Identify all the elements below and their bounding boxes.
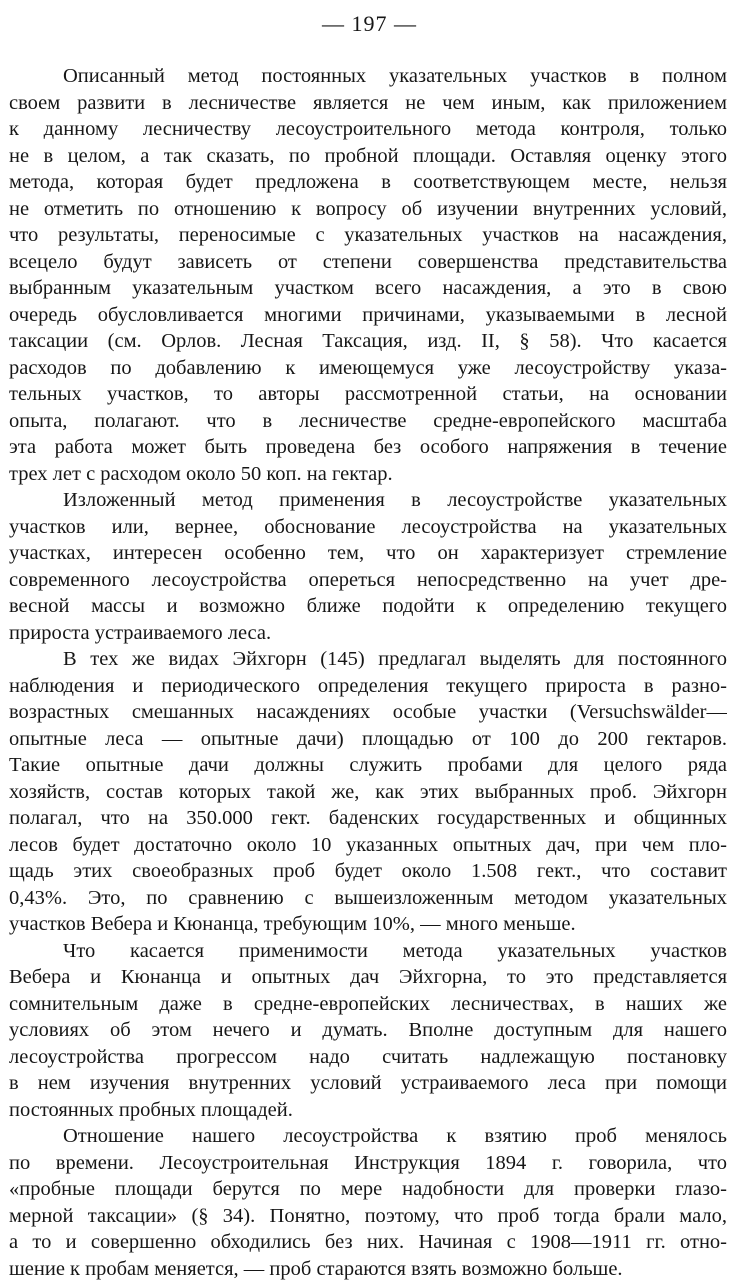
text-line: прироста устраиваемого леса. — [9, 620, 727, 647]
text-line: условиях об этом нечего и думать. Вполне доступным для нашего — [9, 1017, 727, 1044]
paragraph — [9, 646, 727, 938]
text-line: в нем изучения внутренних условий устраиваемого леса при помощи — [9, 1070, 727, 1097]
text-line: современного лесоустройства опереться непосредственно на учет дре- — [9, 567, 727, 594]
text-line: В тех же видах Эйхгорн (145) предлагал выделять для постоянного — [9, 646, 727, 673]
text-line: своем развити в лесничестве является не чем иным, как приложением — [9, 90, 727, 117]
text-line: метода, которая будет предложена в соответствующем месте, нельзя — [9, 169, 727, 196]
text-line: не в целом, а так сказать, по пробной площади. Оставляя оценку этого — [9, 143, 727, 170]
text-line: расходов по добавлению к имеющемуся уже лесоустройству указа- — [9, 355, 727, 382]
page-number: — 197 — — [0, 10, 739, 38]
text-line: всецело будут зависеть от степени совершенства представительства — [9, 249, 727, 276]
text-line: Вебера и Кюнанца и опытных дач Эйхгорна, то это представляется — [9, 964, 727, 991]
text-line: 0,43%. Это, по сравнению с вышеизложенным методом указательных — [9, 885, 727, 912]
text-line: участков или, вернее, обоснование лесоустройства на указательных — [9, 514, 727, 541]
text-line: выбранным указательным участком всего насаждения, а это в свою — [9, 275, 727, 302]
paragraph — [9, 1123, 727, 1282]
paragraph — [9, 63, 727, 487]
text-line: постоянных пробных площадей. — [9, 1097, 727, 1124]
text-line: шение к пробам меняется, — проб стараются взять возможно больше. — [9, 1256, 727, 1282]
text-line: опытные леса — опытные дачи) площадью от 100 до 200 гектаров. — [9, 726, 727, 753]
text-line: участках, интересен особенно тем, что он характеризует стремление — [9, 540, 727, 567]
text-line: полагал, что на 350.000 гект. баденских государственных и общинных — [9, 805, 727, 832]
text-line: весной массы и возможно ближе подойти к определению текущего — [9, 593, 727, 620]
text-line: опыта, полагают. что в лесничестве средне-европейского масштаба — [9, 408, 727, 435]
text-line: а то и совершенно обходились без них. Начиная с 1908—1911 гг. отно- — [9, 1229, 727, 1256]
text-line: возрастных смешанных насаждениях особые участки (Versuchswälder— — [9, 699, 727, 726]
text-line: таксации (см. Орлов. Лесная Таксация, изд. II, § 58). Что касается — [9, 328, 727, 355]
text-line: Что касается применимости метода указательных участков — [9, 938, 727, 965]
text-line: мерной таксации» (§ 34). Понятно, поэтому, что проб тогда брали мало, — [9, 1203, 727, 1230]
text-line: участков Вебера и Кюнанца, требующим 10%, — много меньше. — [9, 911, 727, 938]
text-line: лесов будет достаточно около 10 указанных опытных дач, при чем пло- — [9, 832, 727, 859]
paragraph — [9, 487, 727, 646]
text-line: лесоустройства прогрессом надо считать надлежащую постановку — [9, 1044, 727, 1071]
text-line: тельных участков, то авторы рассмотренной статьи, на основании — [9, 381, 727, 408]
page-text — [9, 63, 727, 1282]
text-line: эта работа может быть проведена без особого напряжения в течение — [9, 434, 727, 461]
text-line: не отметить по отношению к вопросу об изучении внутренних условий, — [9, 196, 727, 223]
text-line: хозяйств, состав которых такой же, как этих выбранных проб. Эйхгорн — [9, 779, 727, 806]
text-line: Отношение нашего лесоустройства к взятию проб менялось — [9, 1123, 727, 1150]
text-line: щадь этих своеобразных проб будет около 1.508 гект., что составит — [9, 858, 727, 885]
text-line: очередь обусловливается многими причинами, указываемыми в лесной — [9, 302, 727, 329]
paragraph — [9, 938, 727, 1124]
text-line: наблюдения и периодического определения текущего прироста в разно- — [9, 673, 727, 700]
text-line: Изложенный метод применения в лесоустройстве указательных — [9, 487, 727, 514]
text-line: что результаты, переносимые с указательных участков на насаждения, — [9, 222, 727, 249]
text-line: Такие опытные дачи должны служить пробами для целого ряда — [9, 752, 727, 779]
text-line: по времени. Лесоустроительная Инструкция 1894 г. говорила, что — [9, 1150, 727, 1177]
text-line: сомнительным даже в средне-европейских лесничествах, в наших же — [9, 991, 727, 1018]
text-line: Описанный метод постоянных указательных участков в полном — [9, 63, 727, 90]
text-line: трех лет с расходом около 50 коп. на гектар. — [9, 461, 727, 488]
text-line: к данному лесничеству лесоустроительного метода контроля, только — [9, 116, 727, 143]
text-line: «пробные площади берутся по мере надобности для проверки глазо- — [9, 1176, 727, 1203]
